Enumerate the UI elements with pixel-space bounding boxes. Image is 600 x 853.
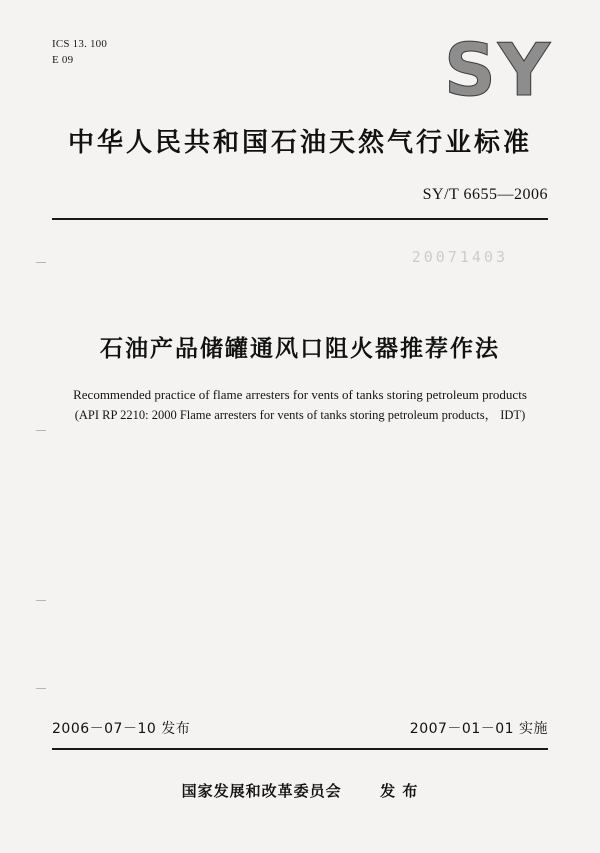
document-title-english-line2: (API RP 2210: 2000 Flame arresters for vents of tanks storing petroleum products， IDT) [74,408,526,422]
issuer-action: 发 布 [380,782,419,800]
footer-dates [52,718,548,738]
ics-classification-block [52,36,107,68]
standard-number: SY/T 6655—2006 [422,186,548,203]
sy-logo: SY [444,28,552,112]
issuer-line [0,780,600,801]
ics-code: ICS 13. 100 [52,38,108,50]
document-title-english-line1: Recommended practice of flame arresters for vents of tanks storing petroleum products [73,387,527,402]
margin-tick [36,688,46,689]
issue-date: 2006－07－10 发布 [52,721,191,737]
divider-top [52,218,548,220]
margin-tick [36,262,46,263]
standard-title-chinese: 中华人民共和国石油天然气行业标准 [67,128,532,158]
margin-tick [36,430,46,431]
document-title-english [40,384,560,426]
registration-stamp: 20071403 [411,248,508,266]
ics-category-code: E 09 [52,54,74,66]
margin-tick [36,600,46,601]
issuer-name: 国家发展和改革委员会 [181,782,342,800]
document-title-chinese: 石油产品储罐通风口阻火器推荐作法 [100,336,500,362]
divider-bottom [52,748,548,750]
effective-date: 2007－01－01 实施 [409,721,548,737]
